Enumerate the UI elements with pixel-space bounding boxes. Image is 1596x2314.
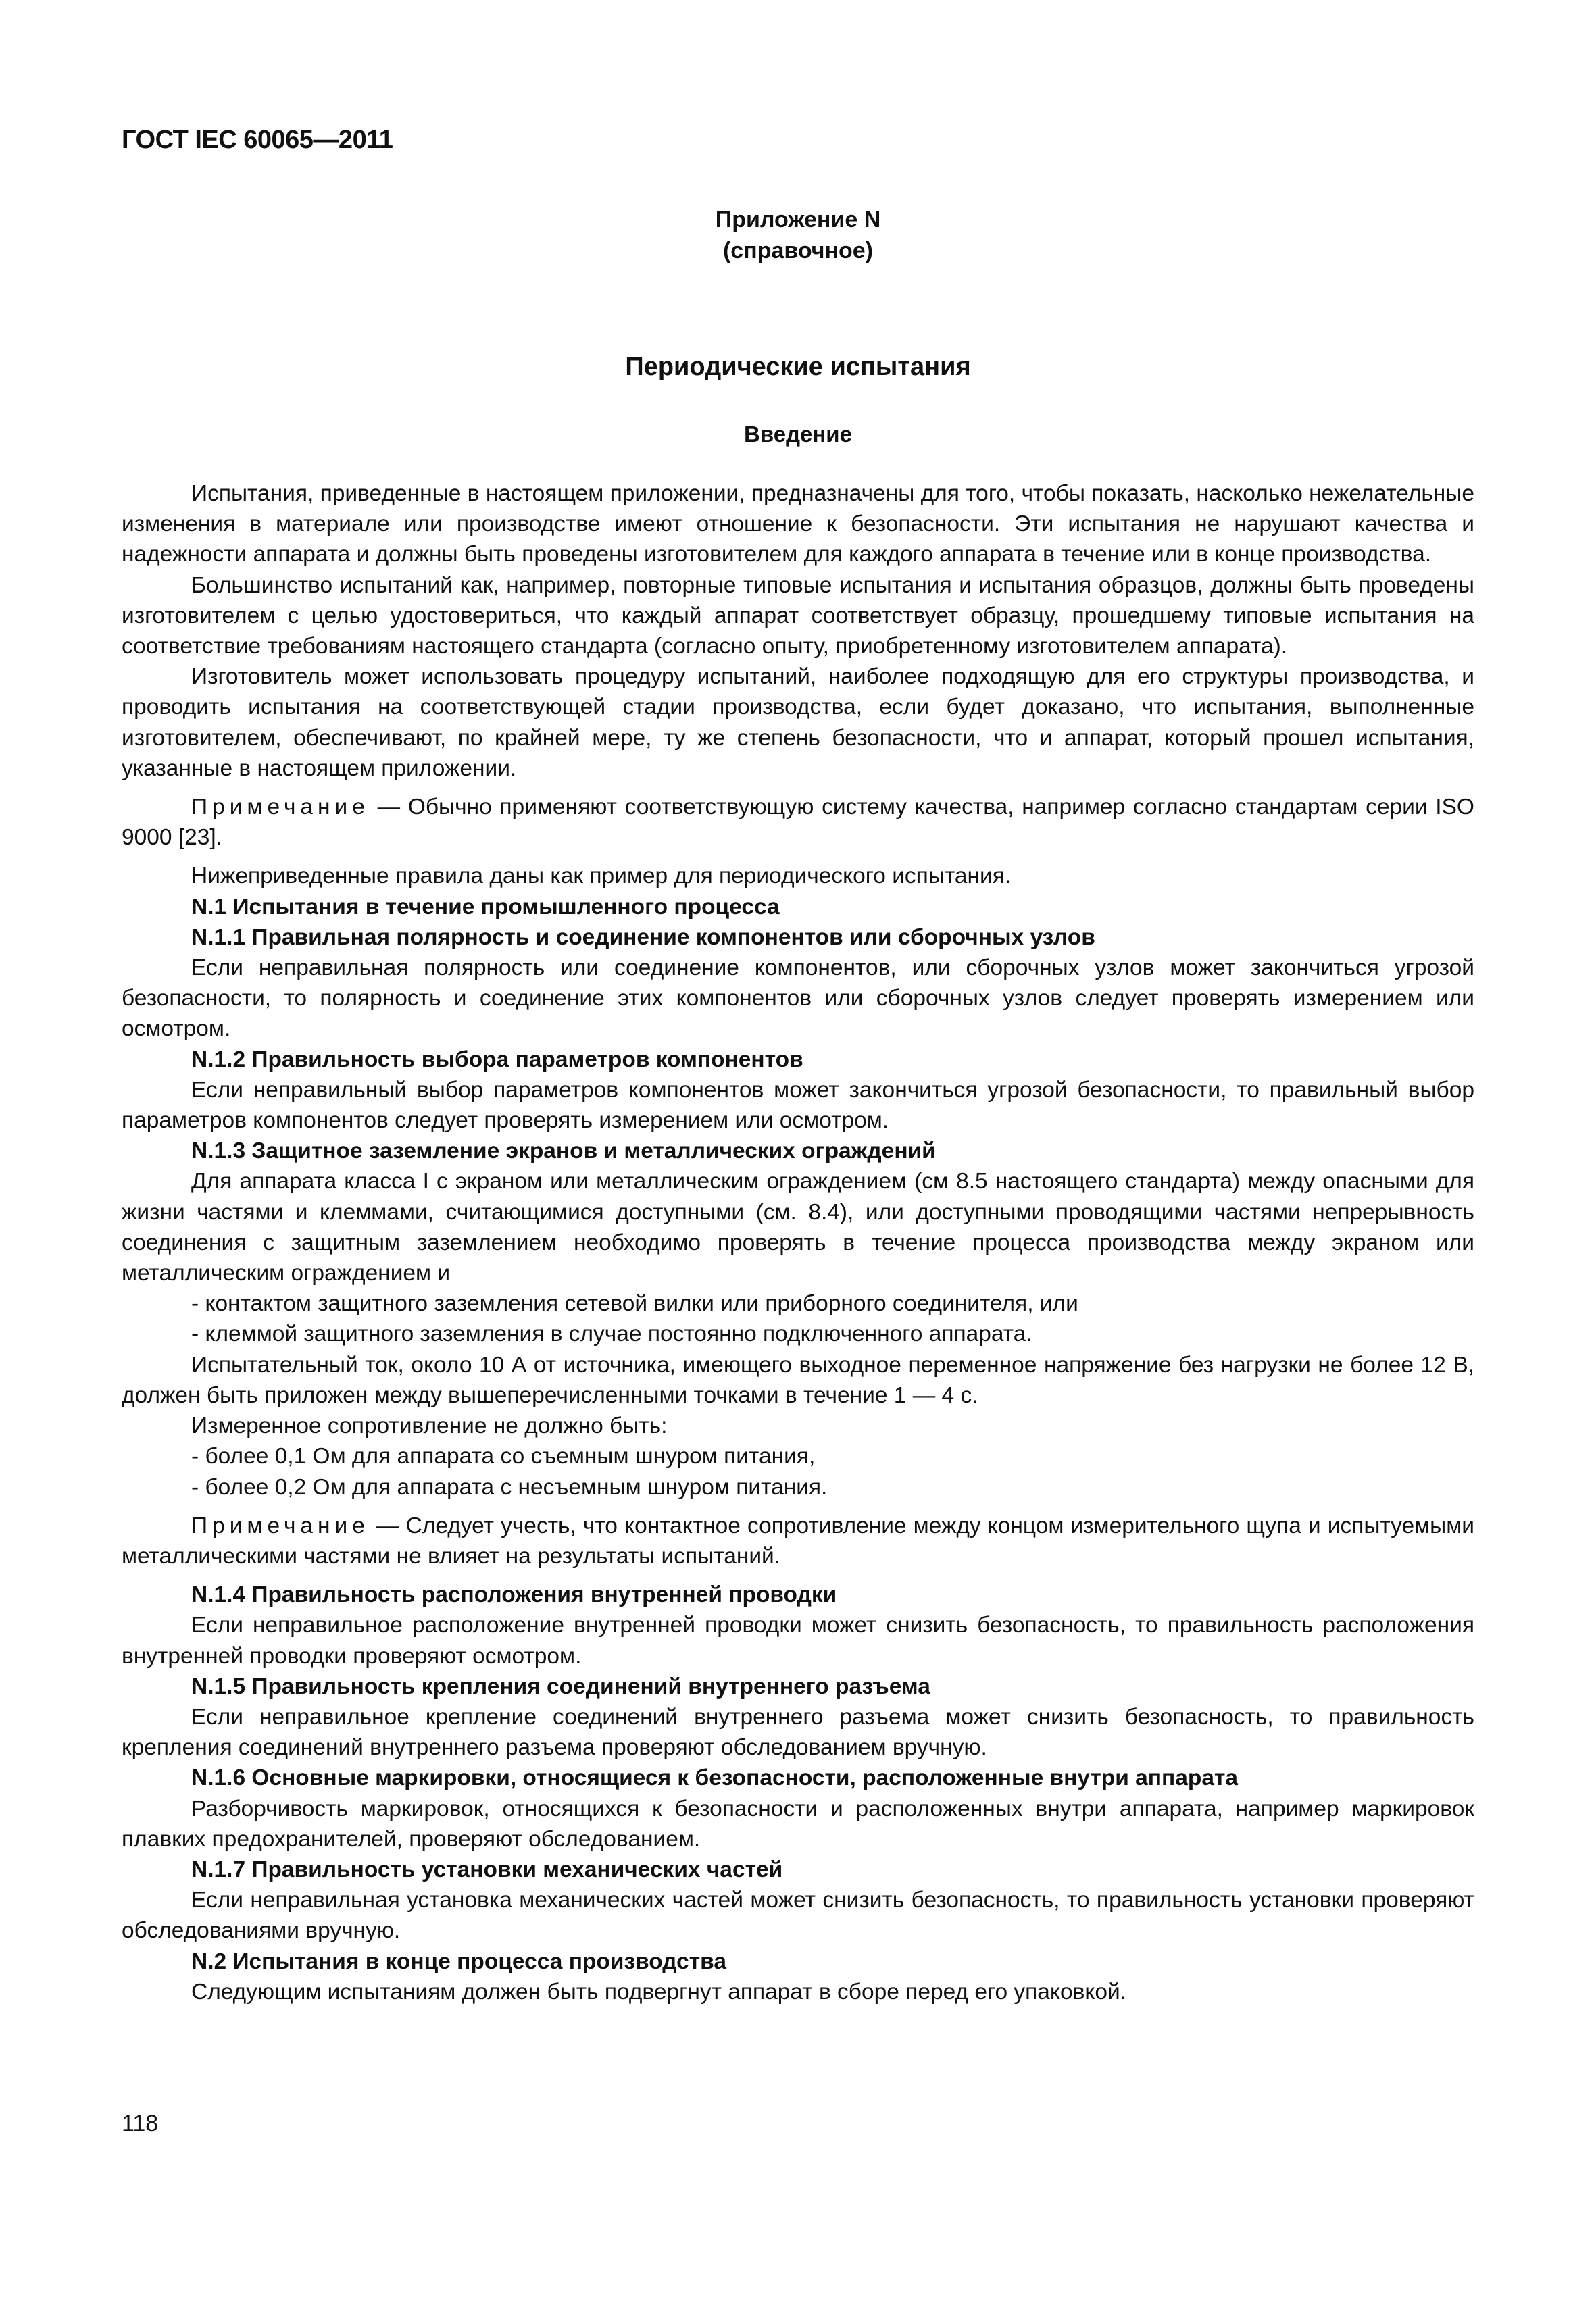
paragraph: Испытания, приведенные в настоящем приложении, предназначены для того, чтобы показать, насколько нежелательные изменения в материале или производстве имеют отношение к безопасности. Эти испытания не нарушают качества и надежности аппарата и должны быть проведены изготовителем для каждого аппарата в течение или в конце производства. (122, 481, 1474, 568)
subsection-heading: N.1.2 Правильность выбора параметров компонентов (191, 1047, 803, 1072)
annex-type: (справочное) (722, 238, 874, 263)
paragraph: Большинство испытаний как, например, повторные типовые испытания и испытания образцов, должны быть проведены изготовителем с целью удостовериться, что каждый аппарат соответствует образцу, прошедшему типовые испытания на соответствие требованиям настоящего стандарта (согласно опыту, приобретенному изготовителем аппарата). (122, 572, 1474, 659)
paragraph: Если неправильная полярность или соединение компонентов, или сборочных узлов может закончиться угрозой безопасности, то полярность и соединение этих компонентов или сборочных узлов следует проверять измерением или осмотром. (122, 955, 1474, 1042)
document-body (122, 478, 1474, 2007)
note (122, 792, 1474, 853)
paragraph: Если неправильное крепление соединений внутреннего разъема может снизить безопасность, то правильность крепления соединений внутреннего разъема проверяют обследованием вручную. (122, 1704, 1474, 1761)
subsection-heading: N.1.3 Защитное заземление экранов и металлических ограждений (191, 1138, 936, 1164)
paragraph: Если неправильный выбор параметров компонентов может закончиться угрозой безопасности, то правильный выбор параметров компонентов следует проверять измерением или осмотром. (122, 1077, 1474, 1134)
subsection-heading: N.1.7 Правильность установки механических частей (191, 1857, 783, 1882)
paragraph: Нижеприведенные правила даны как пример для периодического испытания. (191, 863, 1012, 889)
note-label: Примечание (191, 795, 370, 820)
paragraph: Разборчивость маркировок, относящихся к безопасности и расположенных внутри аппарата, например маркировок плавких предохранителей, проверяют обследованием. (122, 1796, 1474, 1852)
section-heading: N.1 Испытания в течение промышленного процесса (191, 894, 780, 920)
paragraph: Изготовитель может использовать процедуру испытаний, наиболее подходящую для его структуры производства, и проводить испытания на соответствующей стадии производства, если будет доказано, что испытания, выполненные изготовителем, обеспечивают, по крайней мере, ту же степень безопасности, что и аппарат, который прошел испытания, указанные в настоящем приложении. (122, 664, 1474, 781)
list-item: - клеммой защитного заземления в случае постоянно подключенного аппарата. (191, 1322, 1032, 1347)
section-title-introduction: Введение (744, 422, 852, 447)
subsection-heading: N.1.4 Правильность расположения внутренней проводки (191, 1582, 837, 1608)
subsection-heading: N.1.1 Правильная полярность и соединение компонентов или сборочных узлов (191, 924, 1095, 950)
annex-title: Приложение N (715, 207, 881, 232)
list-item: - более 0,1 Ом для аппарата со съемным шнуром питания, (191, 1444, 816, 1469)
document-code: ГОСТ IEC 60065—2011 (122, 126, 393, 154)
list-item: - более 0,2 Ом для аппарата с несъемным шнуром питания. (191, 1474, 828, 1500)
paragraph: Если неправильная установка механических частей может снизить безопасность, то правильность установки проверяют обследованиями вручную. (122, 1888, 1474, 1944)
paragraph: Следующим испытаниям должен быть подвергнут аппарат в сборе перед его упаковкой. (191, 1979, 1127, 2005)
note-label: Примечание (191, 1513, 370, 1538)
page-title: Периодические испытания (625, 353, 971, 381)
paragraph: Измеренное сопротивление не должно быть: (191, 1413, 668, 1439)
section-heading: N.2 Испытания в конце процесса производства (191, 1948, 726, 1974)
paragraph: Испытательный ток, около 10 А от источника, имеющего выходное переменное напряжение без нагрузки не более 12 В, должен быть приложен между вышеперечисленными точками в течение 1 — 4 с. (122, 1352, 1474, 1408)
note-text: — Обычно применяют соответствующую систему качества, например согласно стандартам серии ISO 9000 [23]. (122, 795, 1474, 851)
note (122, 1511, 1474, 1571)
list-item: - контактом защитного заземления сетевой вилки или приборного соединителя, или (191, 1291, 1078, 1317)
paragraph: Для аппарата класса I с экраном или металлическим ограждением (см 8.5 настоящего стандарта) между опасными для жизни частями и клеммами, считающимися доступными (см. 8.4), или доступными проводящими частями непрерывность соединения с защитным заземлением необходимо проверять в течение процесса производства между экраном или металлическим ограждением и (122, 1169, 1474, 1286)
page-number: 118 (122, 2111, 159, 2136)
subsection-heading: N.1.6 Основные маркировки, относящиеся к безопасности, расположенные внутри аппарата (191, 1765, 1239, 1791)
note-text: — Следует учесть, что контактное сопротивление между концом измерительного щупа и испытуемыми металлическими частями не влияет на результаты испытаний. (122, 1513, 1474, 1569)
paragraph: Если неправильное расположение внутренней проводки может снизить безопасность, то правильность расположения внутренней проводки проверяют осмотром. (122, 1613, 1474, 1669)
subsection-heading: N.1.5 Правильность крепления соединений внутреннего разъема (191, 1674, 930, 1699)
